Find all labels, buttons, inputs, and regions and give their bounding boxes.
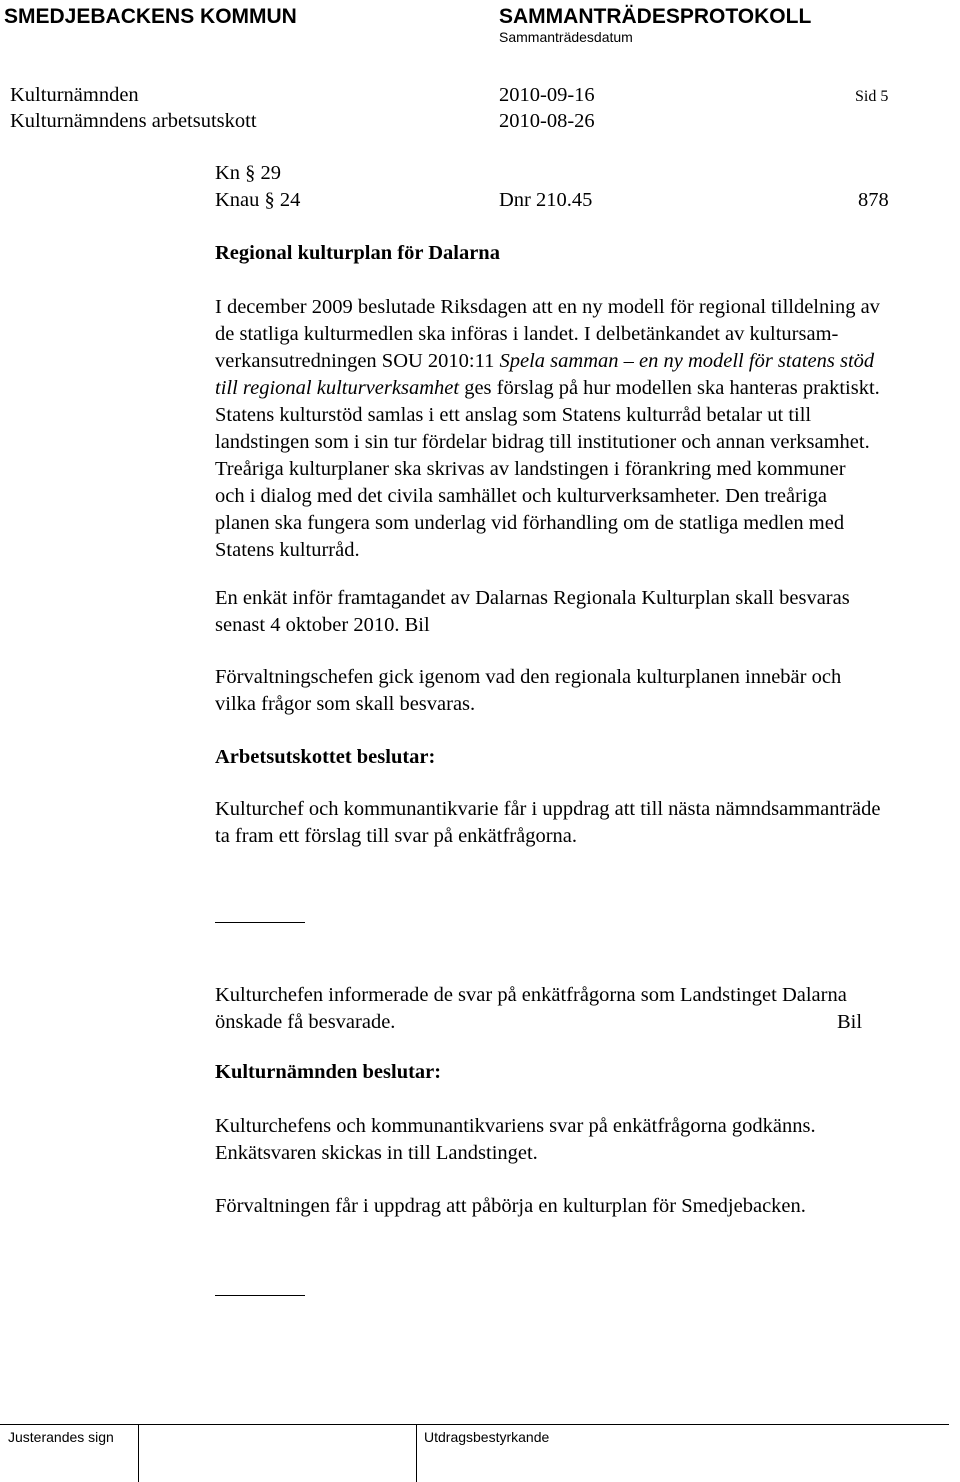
organization-name: SMEDJEBACKENS KOMMUN xyxy=(4,5,297,28)
document-type: SAMMANTRÄDESPROTOKOLL xyxy=(499,5,812,28)
text-run: verkansutredningen SOU 2010:11 xyxy=(215,350,500,372)
meeting-date-working-committee: 2010-08-26 xyxy=(499,110,595,132)
text-line xyxy=(215,375,960,402)
text-line: de statliga kulturmedlen ska införas i landet. I delbetänkandet av kultursam- xyxy=(215,323,839,345)
body-name-committee: Kulturnämnden xyxy=(10,84,139,106)
text-line: Enkätsvaren skickas in till Landstinget. xyxy=(215,1142,538,1164)
footer-justerandes-sign: Justerandes sign xyxy=(8,1429,114,1445)
text-line: Förvaltningschefen gick igenom vad den regionala kulturplanen innebär och xyxy=(215,666,842,688)
text-line: och i dialog med det civila samhället och kulturverksamheter. Den treåriga xyxy=(215,485,827,507)
text-line xyxy=(215,1009,960,1036)
text-run: önskade få besvarade. xyxy=(215,1011,396,1033)
text-line: Kulturchefen informerade de svar på enkätfrågorna som Landstinget Dalarna xyxy=(215,984,847,1006)
text-run: ges förslag på hur modellen ska hanteras praktiskt. xyxy=(459,377,880,399)
paragraph-background xyxy=(215,294,960,564)
page-number: Sid 5 xyxy=(855,88,889,105)
report-title-italic: Spela samman – en ny modell för statens stöd xyxy=(499,350,875,372)
footer-divider xyxy=(138,1424,139,1482)
decision-text-committee-assignment xyxy=(215,1193,960,1220)
text-line: Kulturchefens och kommunantikvariens svar på enkätfrågorna godkänns. xyxy=(215,1115,816,1137)
text-line: Kulturchef och kommunantikvarie får i uppdrag att till nästa nämndsammanträde xyxy=(215,798,881,820)
decision-heading-committee: Kulturnämnden beslutar: xyxy=(215,1061,442,1083)
report-title-italic: till regional kulturverksamhet xyxy=(215,377,460,399)
meeting-date-label: Sammanträdesdatum xyxy=(499,29,633,45)
decision-text-committee xyxy=(215,1113,960,1167)
case-kn: Kn § 29 xyxy=(215,162,282,184)
footer-rule xyxy=(0,1424,949,1425)
case-knau: Knau § 24 xyxy=(215,189,301,211)
text-line: planen ska fungera som underlag vid förhandling om de statliga medlen med xyxy=(215,512,845,534)
attachment-ref: Bil xyxy=(837,1011,863,1033)
text-line: Treåriga kulturplaner ska skrivas av landstingen i förankring med kommuner xyxy=(215,458,846,480)
separator-line xyxy=(215,922,305,923)
decision-heading-working-committee: Arbetsutskottet beslutar: xyxy=(215,746,436,768)
section-title: Regional kulturplan för Dalarna xyxy=(215,242,500,264)
text-line: landstingen som i sin tur fördelar bidrag till institutioner och annan verksamhet. xyxy=(215,431,870,453)
text-line: senast 4 oktober 2010. Bil xyxy=(215,614,430,636)
text-line: Statens kulturstöd samlas i ett anslag som Statens kulturråd betalar ut till xyxy=(215,404,812,426)
text-line xyxy=(215,348,960,375)
decision-text-working-committee xyxy=(215,796,960,850)
footer-divider xyxy=(416,1424,417,1482)
footer-utdragsbestyrkande: Utdragsbestyrkande xyxy=(424,1429,550,1445)
paragraph-answers xyxy=(215,982,960,1036)
meeting-date-committee: 2010-09-16 xyxy=(499,84,595,106)
separator-line xyxy=(215,1295,305,1296)
text-line: En enkät inför framtagandet av Dalarnas Regionala Kulturplan skall besvaras xyxy=(215,587,850,609)
case-dnr: Dnr 210.45 xyxy=(499,189,593,211)
text-line: Förvaltningen får i uppdrag att påbörja en kulturplan för Smedjebacken. xyxy=(215,1195,806,1217)
text-line: Statens kulturråd. xyxy=(215,539,360,561)
paragraph-review xyxy=(215,664,960,718)
text-line: vilka frågor som skall besvaras. xyxy=(215,693,476,715)
text-line: I december 2009 beslutade Riksdagen att en ny modell för regional tilldelning av xyxy=(215,296,880,318)
paragraph-survey xyxy=(215,585,960,639)
body-name-working-committee: Kulturnämndens arbetsutskott xyxy=(10,110,257,132)
text-line: ta fram ett förslag till svar på enkätfrågorna. xyxy=(215,825,578,847)
case-number: 878 xyxy=(858,189,889,211)
